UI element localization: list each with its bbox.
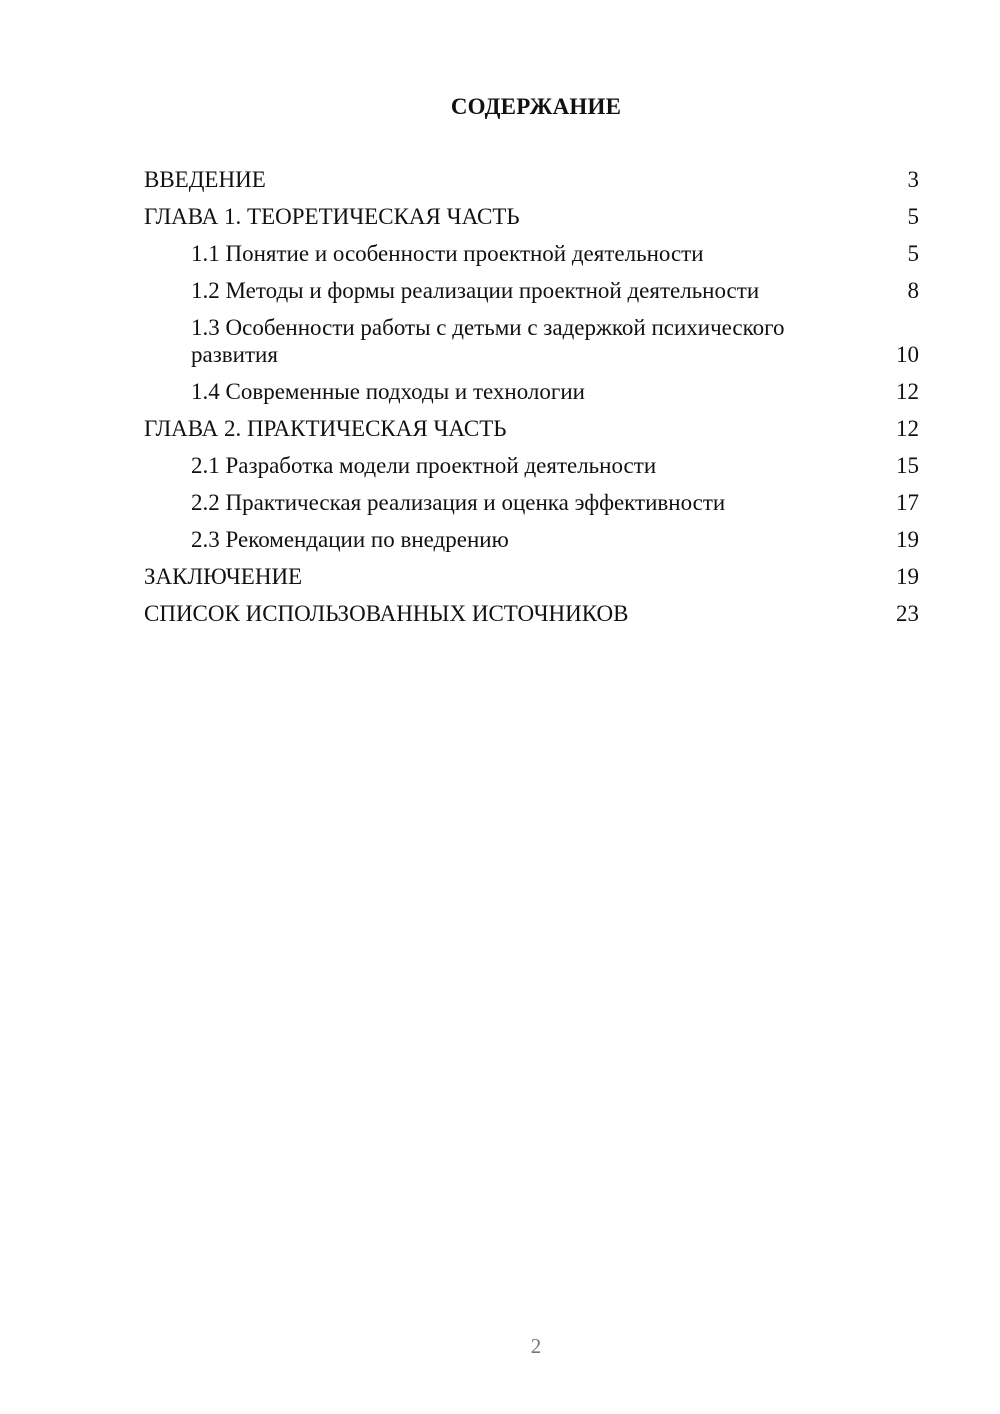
toc-entry-label: 2.3 Рекомендации по внедрению [191,527,509,552]
toc-entry[interactable] [144,314,919,368]
toc-entry-page: 19 [896,564,919,589]
toc-entry-label: 1.4 Современные подходы и технологии [191,379,585,404]
toc-entry-page: 5 [907,241,919,266]
toc-entry-page: 3 [907,167,919,192]
toc-entry[interactable] [144,489,919,516]
toc-entry-label: 1.1 Понятие и особенности проектной деятельности [191,241,704,266]
toc-entry-label: ГЛАВА 1. ТЕОРЕТИЧЕСКАЯ ЧАСТЬ [144,204,520,229]
toc-entry[interactable] [144,378,919,405]
page-title: СОДЕРЖАНИЕ [450,94,622,119]
page-number: 2 [530,1334,542,1358]
toc-entry[interactable] [144,203,919,230]
toc-entry-page: 19 [896,527,919,552]
toc-entry-page: 8 [907,278,919,303]
toc-entry-page: 12 [896,379,919,404]
toc-entry-page: 17 [896,490,919,515]
toc-entry-label: СПИСОК ИСПОЛЬЗОВАННЫХ ИСТОЧНИКОВ [144,601,629,626]
toc-entry[interactable] [144,166,919,193]
toc-entry[interactable] [144,526,919,553]
toc-entry-page: 5 [907,204,919,229]
toc-entry-label: ЗАКЛЮЧЕНИЕ [144,564,303,589]
toc-entry-label: 2.1 Разработка модели проектной деятельности [191,453,657,478]
toc-entry-label: 1.2 Методы и формы реализации проектной деятельности [191,278,760,303]
toc-entry-page: 12 [896,416,919,441]
toc-entry-page: 15 [896,453,919,478]
toc-entry[interactable] [144,452,919,479]
toc-entry[interactable] [144,277,919,304]
toc-entry[interactable] [144,600,919,627]
toc-entry-page: 23 [896,601,919,626]
toc-entry[interactable] [144,563,919,590]
table-of-contents [144,166,919,637]
toc-entry-label: 2.2 Практическая реализация и оценка эффективности [191,490,726,515]
toc-entry[interactable] [144,240,919,267]
toc-entry-label: ВВЕДЕНИЕ [144,167,266,192]
toc-entry-label: 1.3 Особенности работы с детьми с задержкой психического развития [191,315,785,367]
toc-entry[interactable] [144,415,919,442]
toc-entry-label: ГЛАВА 2. ПРАКТИЧЕСКАЯ ЧАСТЬ [144,416,507,441]
toc-entry-page: 10 [896,342,919,367]
